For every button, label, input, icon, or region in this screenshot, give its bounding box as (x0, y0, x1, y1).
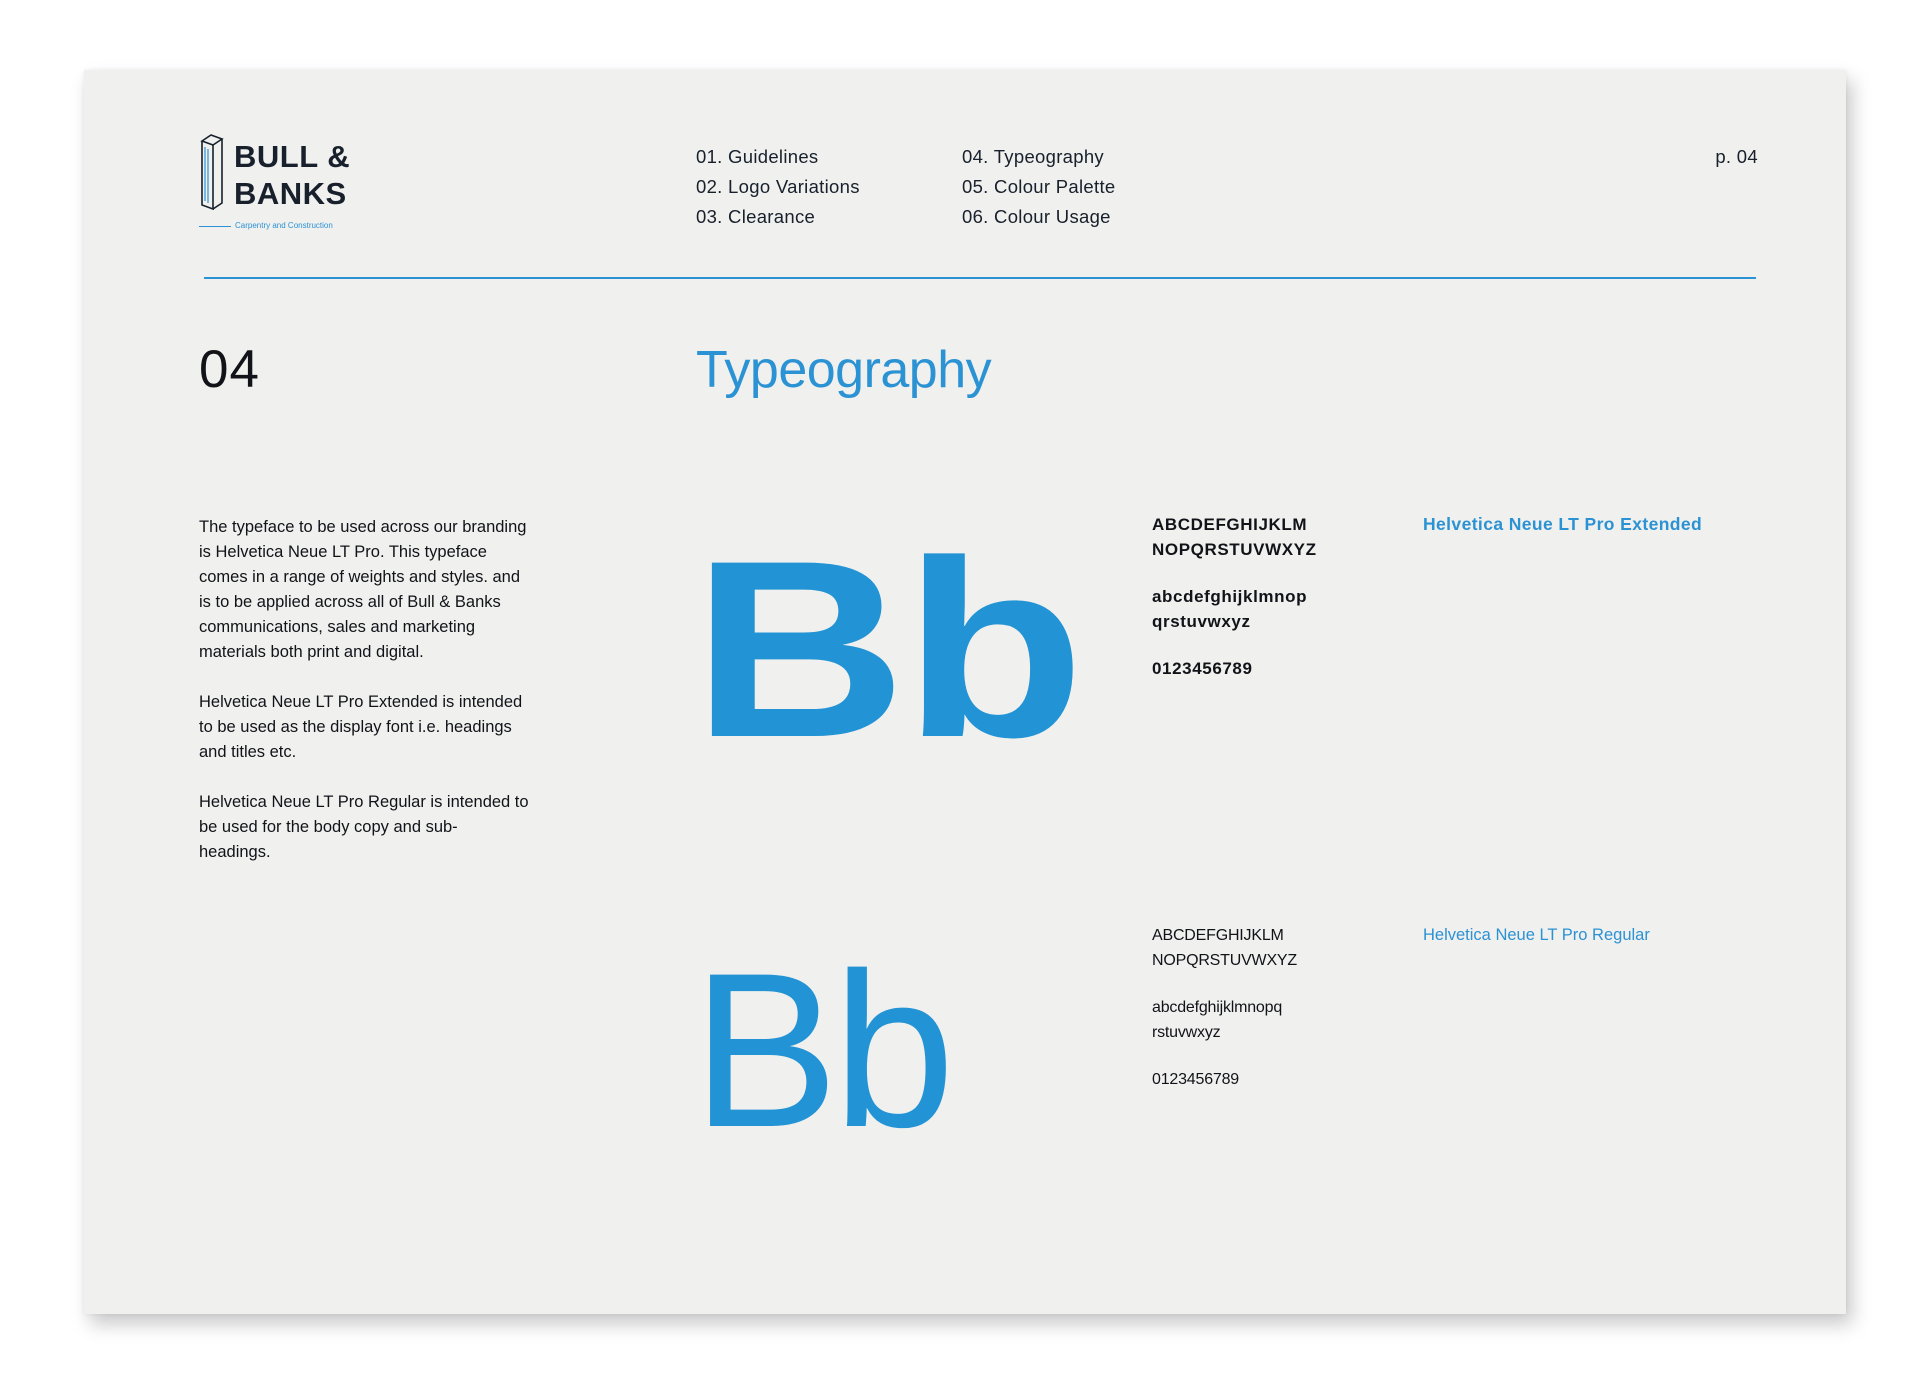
contents-item-colour-palette[interactable]: 05. Colour Palette (962, 176, 1116, 197)
uppercase-row-1: ABCDEFGHIJKLM (1152, 515, 1308, 534)
lowercase-row-2: rstuvwxyz (1152, 1024, 1221, 1041)
contents-item-logo-variations[interactable]: 02. Logo Variations (696, 176, 860, 197)
lowercase-row-2: qrstuvwxyz (1152, 612, 1251, 631)
lowercase-row-1: abcdefghijklmnopq (1152, 999, 1283, 1016)
uppercase-row-2: NOPQRSTUVWXYZ (1152, 540, 1317, 559)
header-divider (204, 277, 1756, 279)
contents-item-typeography[interactable]: 04. Typeography (962, 146, 1104, 167)
body-copy (199, 515, 529, 890)
pillar-logo-icon (199, 133, 225, 211)
extended-glyph-set (1152, 512, 1317, 681)
logo-tagline: Carpentry and Construction (235, 221, 333, 230)
section-title: Typeography (696, 341, 992, 399)
body-paragraph: Helvetica Neue LT Pro Extended is intended to be used as the display font i.e. headings and titles etc. (199, 693, 523, 761)
brand-guideline-page (84, 70, 1846, 1314)
contents-column-2 (962, 142, 1116, 232)
section-number: 04 (199, 340, 260, 399)
digits-row: 0123456789 (1152, 659, 1253, 678)
uppercase-row-1: ABCDEFGHIJKLM (1152, 927, 1284, 944)
contents-item-colour-usage[interactable]: 06. Colour Usage (962, 206, 1111, 227)
logo-wordmark-line-1: BULL & (234, 139, 351, 174)
brand-logo (199, 133, 359, 233)
contents-column-1 (696, 142, 860, 232)
contents-item-guidelines[interactable]: 01. Guidelines (696, 146, 819, 167)
page-number: p. 04 (1715, 146, 1758, 167)
digits-row: 0123456789 (1152, 1071, 1239, 1088)
lowercase-row-1: abcdefghijklmnop (1152, 587, 1308, 606)
body-paragraph: The typeface to be used across our branding is Helvetica Neue LT Pro. This typeface comes in a range of weights and styles. and is to be applied across all of Bull & Banks communications, sales and marketing materials both print and digital. (199, 518, 527, 661)
uppercase-row-2: NOPQRSTUVWXYZ (1152, 952, 1297, 969)
extended-specimen: Bb (692, 509, 1082, 790)
logo-tagline-rule (199, 226, 231, 227)
regular-specimen: Bb (692, 927, 950, 1173)
body-paragraph: Helvetica Neue LT Pro Regular is intended to be used for the body copy and sub-headings. (199, 793, 529, 861)
extended-font-name: Helvetica Neue LT Pro Extended (1423, 514, 1703, 534)
logo-wordmark-line-2: BANKS (234, 176, 347, 211)
regular-font-name: Helvetica Neue LT Pro Regular (1423, 926, 1650, 944)
regular-glyph-set (1152, 923, 1297, 1092)
contents-item-clearance[interactable]: 03. Clearance (696, 206, 816, 227)
